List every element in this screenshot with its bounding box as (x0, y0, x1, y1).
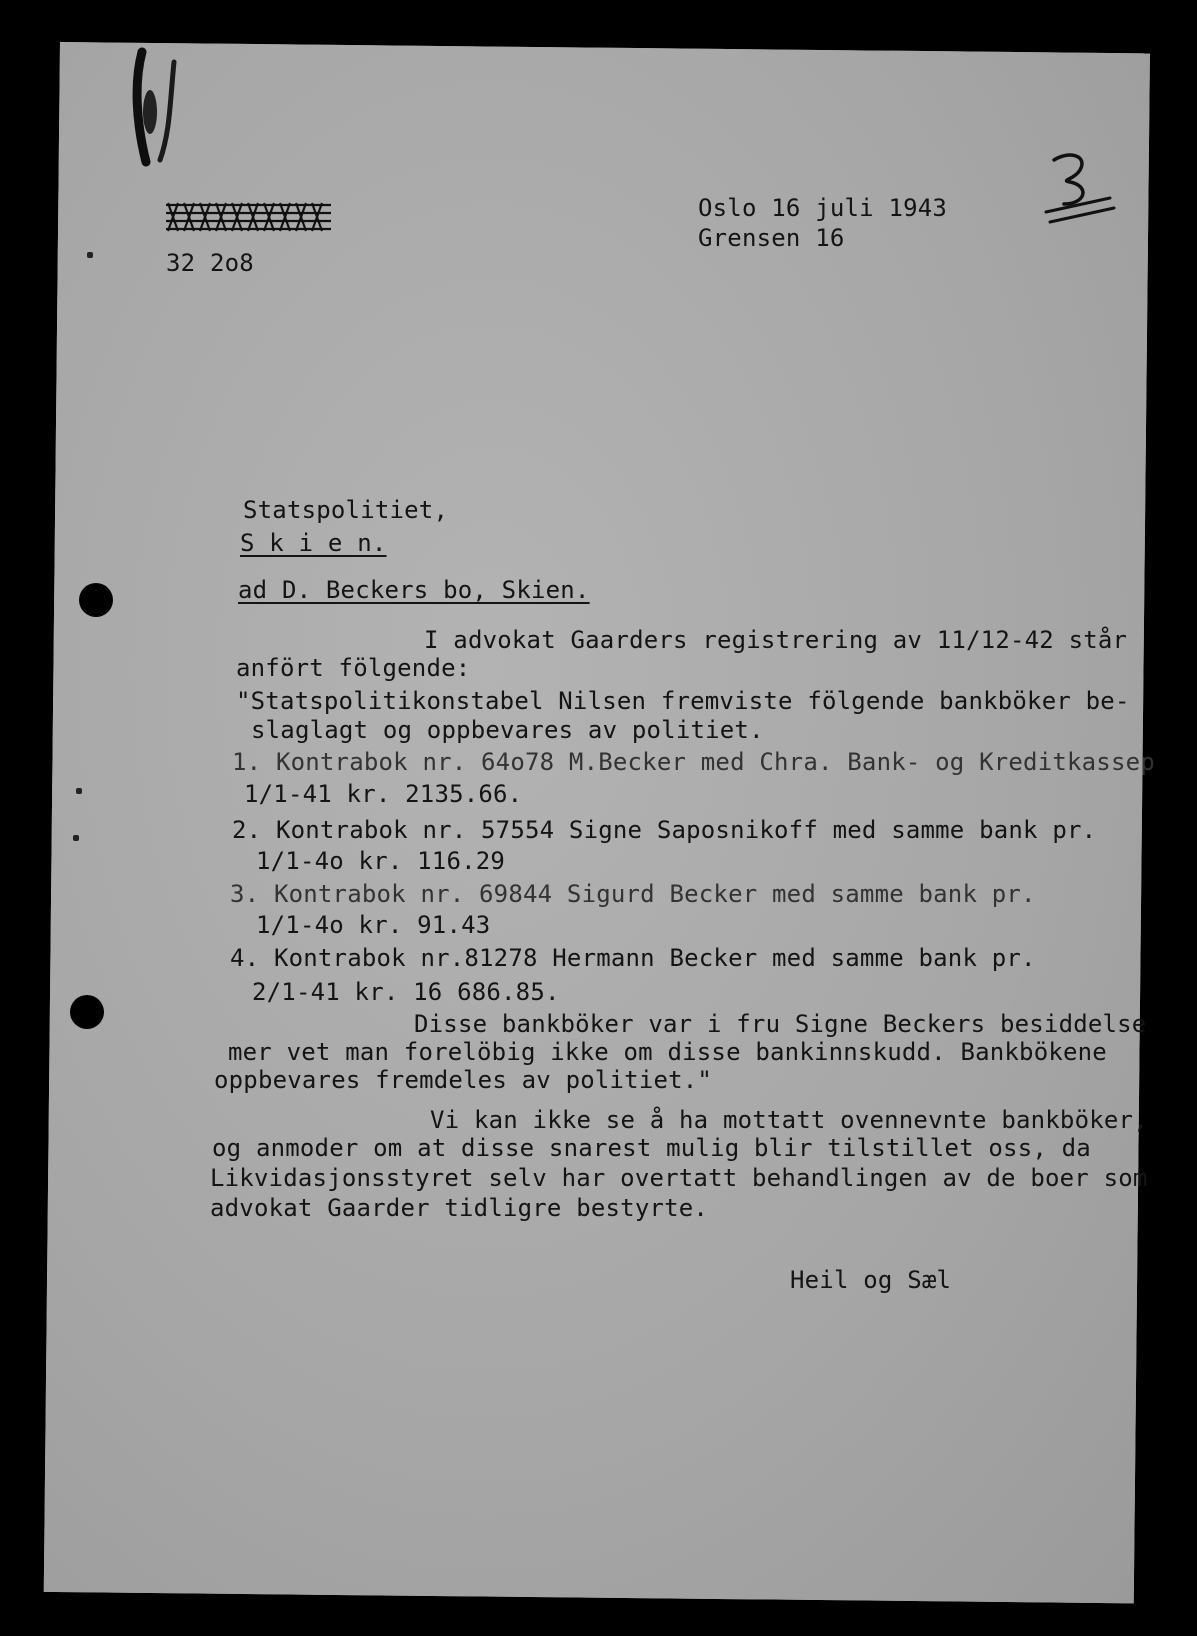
body-line: mer vet man forelöbig ikke om disse bankinnskudd. Bankbökene (228, 1038, 1107, 1066)
list-item: 1. Kontrabok nr. 64o78 M.Becker med Chra. Bank- og Kreditkassep (232, 748, 1155, 776)
subject-line: ad D. Beckers bo, Skien. (238, 576, 590, 604)
punch-hole (79, 583, 113, 617)
staple-mark (130, 42, 185, 172)
list-item-amount: 1/1-41 kr. 2135.66. (244, 780, 523, 808)
body-line: "Statspolitikonstabel Nilsen fremviste fölgende bankböker be- (236, 687, 1130, 715)
crossed-out-text (166, 201, 331, 241)
list-item: 2. Kontrabok nr. 57554 Signe Saposnikoff med samme bank pr. (232, 816, 1097, 844)
handwritten-page-number (1040, 150, 1120, 240)
recipient-city: S k i e n. (240, 529, 387, 557)
list-item-amount: 1/1-4o kr. 91.43 (256, 911, 491, 939)
margin-speck (87, 252, 93, 258)
punch-hole (70, 995, 104, 1029)
body-line: oppbevares fremdeles av politiet." (214, 1066, 713, 1094)
body-line: anfört fölgende: (236, 654, 471, 682)
reference-number: 32 2o8 (166, 249, 254, 277)
body-line: Disse bankböker var i fru Signe Beckers besiddelse (414, 1010, 1147, 1038)
body-line: slaglagt og oppbevares av politiet. (251, 716, 764, 744)
body-line: og anmoder om at disse snarest mulig blir tilstillet oss, da (212, 1134, 1091, 1162)
list-item-amount: 2/1-41 kr. 16 686.85. (252, 978, 560, 1006)
body-line: Vi kan ikke se å ha mottatt ovennevnte bankböker, (430, 1106, 1148, 1134)
body-line: I advokat Gaarders registrering av 11/12-42 står (424, 626, 1128, 654)
sender-address: Grensen 16 (698, 224, 845, 252)
recipient-name: Statspolitiet, (243, 496, 449, 524)
body-line: advokat Gaarder tidligre bestyrte. (210, 1194, 709, 1222)
body-line: Likvidasjonsstyret selv har overtatt behandlingen av de boer som (210, 1164, 1148, 1192)
closing: Heil og Sæl (790, 1266, 952, 1294)
place-date: Oslo 16 juli 1943 (698, 194, 948, 222)
list-item: 3. Kontrabok nr. 69844 Sigurd Becker med samme bank pr. (230, 880, 1036, 908)
list-item-amount: 1/1-4o kr. 116.29 (256, 847, 506, 875)
list-item: 4. Kontrabok nr.81278 Hermann Becker med samme bank pr. (230, 944, 1036, 972)
margin-speck (73, 835, 79, 841)
margin-speck (76, 788, 82, 794)
